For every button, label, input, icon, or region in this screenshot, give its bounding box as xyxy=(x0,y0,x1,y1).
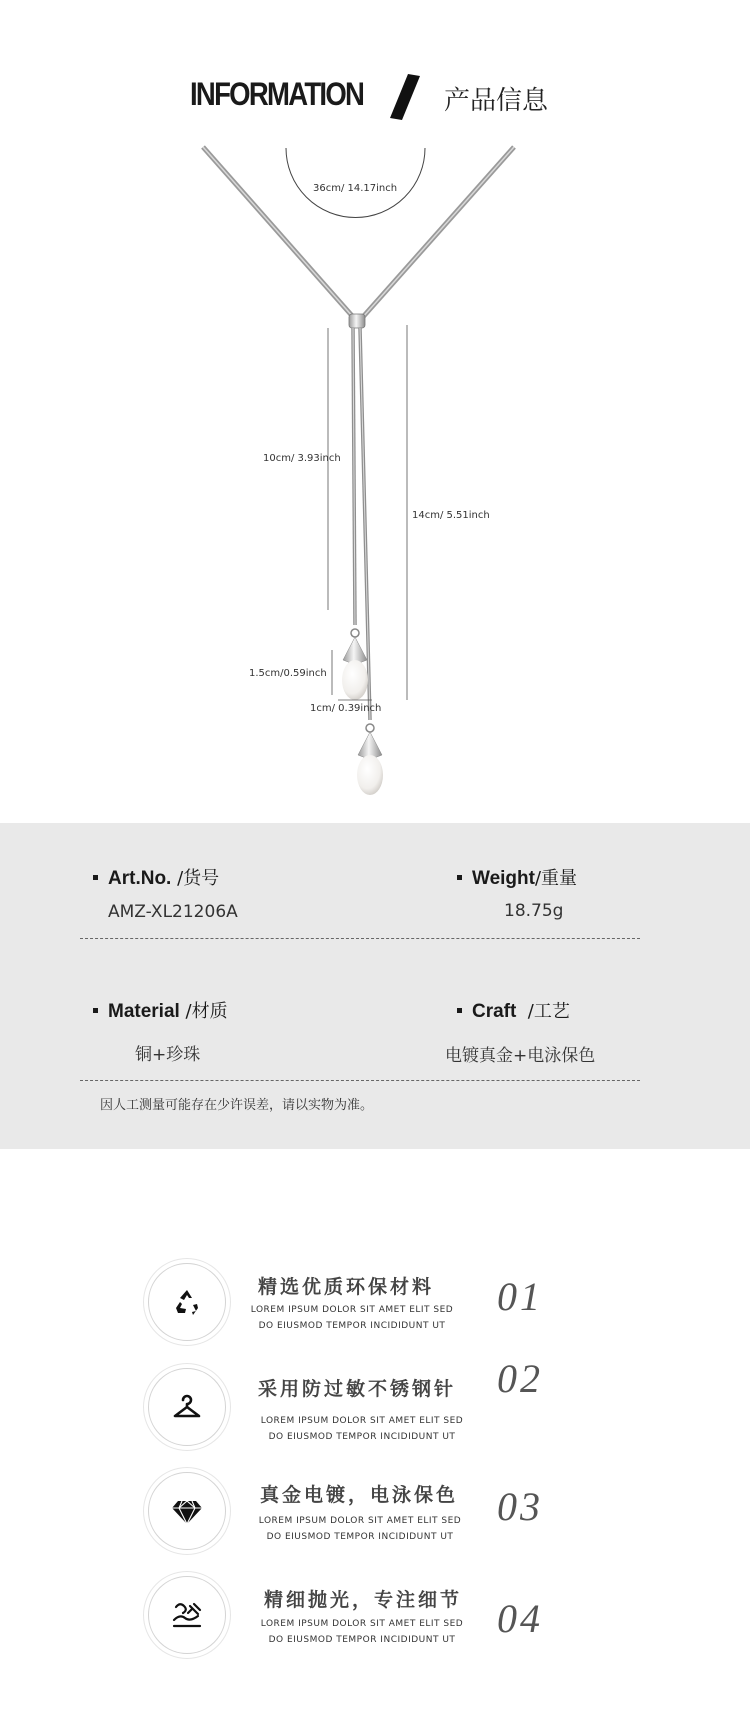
craft-label: Craft /工艺 xyxy=(457,997,570,1023)
feature-1-title: 精选优质环保材料 xyxy=(258,1276,435,1298)
divider-2 xyxy=(80,1080,640,1081)
feature-3-title: 真金电镀，电泳保色 xyxy=(260,1484,459,1506)
chain-v xyxy=(203,147,514,318)
pearl-height-label: 1.5cm/0.59inch xyxy=(249,668,327,679)
feature-2-badge xyxy=(148,1368,226,1446)
bullet-icon xyxy=(93,875,98,880)
slash-divider-icon xyxy=(390,74,420,120)
feature-4-title: 精细抛光，专注细节 xyxy=(264,1589,463,1611)
divider-1 xyxy=(80,938,640,939)
slider-bead xyxy=(349,314,365,328)
feature-1-badge xyxy=(148,1263,226,1341)
feature-3-badge xyxy=(148,1472,226,1550)
feature-4-desc: LOREM IPSUM DOLOR SIT AMET ELIT SED DO EIUSMOD TEMPOR INCIDIDUNT UT xyxy=(260,1619,464,1645)
feature-2-title: 采用防过敏不锈钢针 xyxy=(258,1378,457,1400)
feature-2-desc: LOREM IPSUM DOLOR SIT AMET ELIT SED DO EIUSMOD TEMPOR INCIDIDUNT UT xyxy=(260,1416,464,1442)
feature-2-number: 02 xyxy=(497,1356,543,1401)
feature-3-desc: LOREM IPSUM DOLOR SIT AMET ELIT SED DO EIUSMOD TEMPOR INCIDIDUNT UT xyxy=(258,1516,462,1542)
pearl-drop-1 xyxy=(342,629,368,700)
feature-3-number: 03 xyxy=(497,1484,543,1529)
polish-icon xyxy=(170,1598,204,1632)
art-no-value: AMZ-XL21206A xyxy=(108,902,238,922)
art-no-label: Art.No. /货号 xyxy=(93,864,219,890)
feature-1-number: 01 xyxy=(497,1274,543,1319)
feature-4-badge xyxy=(148,1576,226,1654)
tassel-short-label: 10cm/ 3.93inch xyxy=(263,453,341,464)
chain-length-label: 36cm/ 14.17inch xyxy=(313,183,398,194)
diamond-icon xyxy=(170,1494,204,1528)
recycle-icon xyxy=(170,1285,204,1319)
feature-1-desc: LOREM IPSUM DOLOR SIT AMET ELIT SED DO EIUSMOD TEMPOR INCIDIDUNT UT xyxy=(250,1305,454,1331)
bullet-icon xyxy=(457,875,462,880)
header-title-en: INFORMATION xyxy=(190,76,364,112)
hanger-icon xyxy=(170,1390,204,1424)
weight-label: Weight/重量 xyxy=(457,864,577,890)
pearl-width-label: 1cm/ 0.39inch xyxy=(310,703,382,714)
craft-value: 电镀真金+电泳保色 xyxy=(445,1046,596,1066)
weight-value: 18.75g xyxy=(504,901,564,921)
bullet-icon xyxy=(457,1008,462,1013)
material-value: 铜+珍珠 xyxy=(135,1045,201,1065)
pearl-drop-2 xyxy=(357,724,383,795)
feature-4-number: 04 xyxy=(497,1596,543,1641)
measurement-note: 因人工测量可能存在少许误差，请以实物为准。 xyxy=(100,1098,374,1113)
material-label: Material /材质 xyxy=(93,997,228,1023)
tassel-long-label: 14cm/ 5.51inch xyxy=(412,510,490,521)
bullet-icon xyxy=(93,1008,98,1013)
header-title-cn: 产品信息 xyxy=(444,86,549,116)
